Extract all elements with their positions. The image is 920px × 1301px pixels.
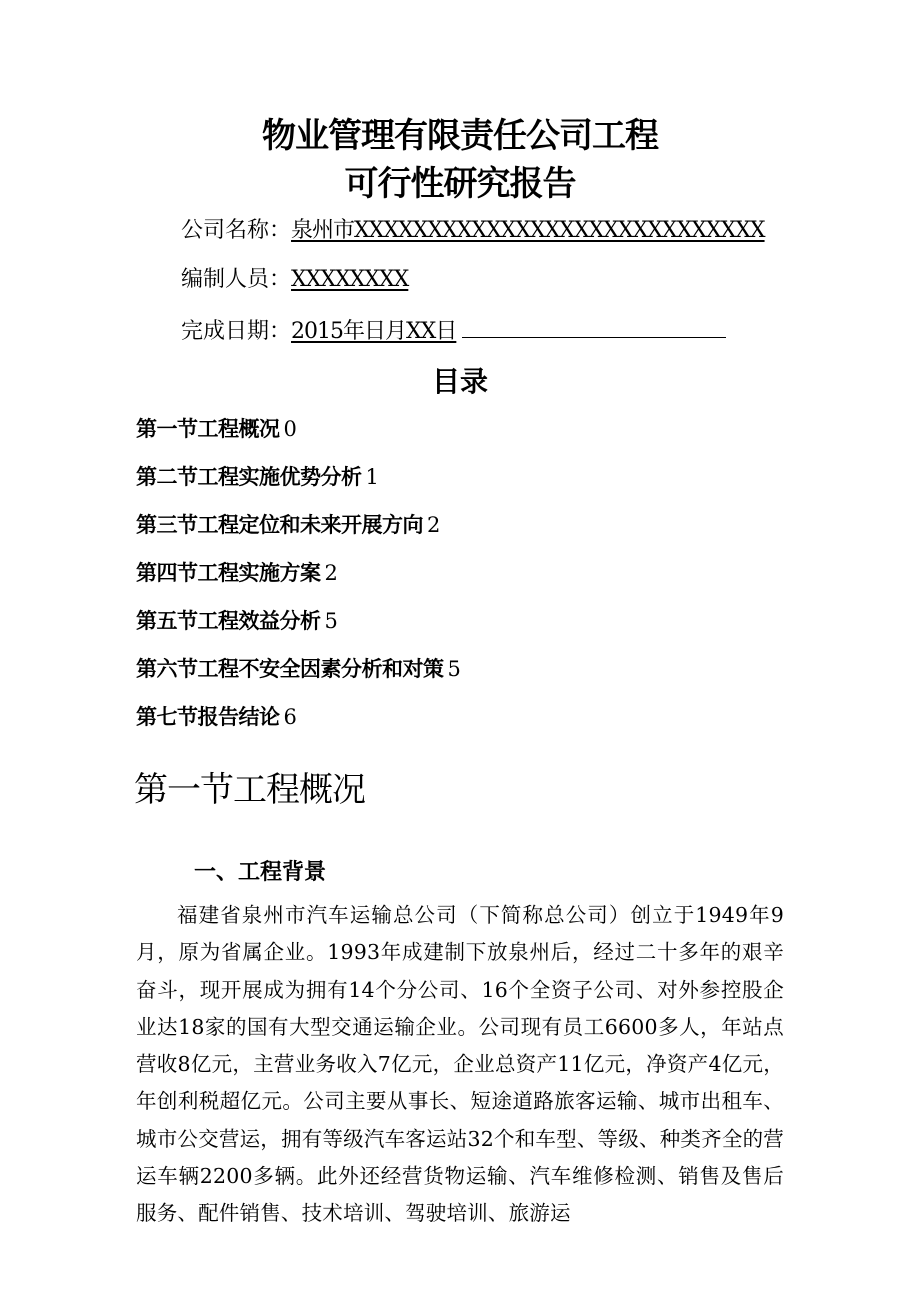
date-underline-blank (462, 315, 726, 338)
report-title-line-2: 可行性研究报告 (344, 164, 576, 204)
author-value: XXXXXXXX (291, 267, 409, 292)
toc-item[interactable] (136, 606, 460, 654)
completion-date-label: 完成日期： (181, 319, 292, 344)
toc-item-page: 5 (324, 609, 338, 633)
body-paragraph: 福建省泉州市汽车运输总公司（下简称总公司）创立于1949年9月，原为省属企业。1993年成建制下放泉州后，经过二十多年的艰辛奋斗，现开展成为拥有14个分公司、16个全资子公司、对外参控股企业达18家的国有大型交通运输企业。公司现有员工6600多人，年站点营收8亿元，主营业务收入7亿元，企业总资产11亿元，净资产4亿元，年创利税超亿元。公司主要从事长、短途道路旅客运输、城市出租车、城市公交营运，拥有等级汽车客运站32个和车型、等级、种类齐全的营运车辆2200多辆。此外还经营货物运输、汽车维修检测、销售及售后服务、配件销售、技术培训、驾驶培训、旅游运 (136, 903, 784, 1226)
toc-item-page: 2 (427, 513, 440, 537)
toc-item-label: 第五节工程效益分析 (136, 609, 321, 633)
section-heading: 第一节工程概况 (134, 770, 365, 810)
subsection-heading: 一、工程背景 (194, 860, 327, 885)
author-row (181, 265, 408, 295)
author-label: 编制人员： (181, 267, 292, 292)
toc-item-label: 第二节工程实施优势分析 (136, 465, 362, 489)
toc-item[interactable] (136, 702, 460, 750)
completion-date-value: 2015年日月XX日 (291, 319, 457, 344)
toc-item-label: 第一节工程概况 (136, 417, 280, 441)
company-name-label: 公司名称： (181, 218, 292, 243)
toc-item[interactable] (136, 414, 460, 462)
toc-item[interactable] (136, 558, 460, 606)
report-title-line-1: 物业管理有限责任公司工程 (262, 116, 658, 156)
toc-item-label: 第七节报告结论 (136, 705, 280, 729)
toc-item-label: 第三节工程定位和未来开展方向 (136, 513, 423, 537)
toc-item-page: 6 (283, 705, 297, 729)
company-name-value: 泉州市XXXXXXXXXXXXXXXXXXXXXXXXXXXX (291, 218, 765, 243)
toc-item-page: 2 (324, 561, 338, 585)
table-of-contents (136, 414, 460, 750)
toc-item-page: 0 (283, 417, 297, 441)
toc-item-page: 5 (447, 657, 461, 681)
toc-item-label: 第六节工程不安全因素分析和对策 (136, 657, 444, 681)
toc-item-page: 1 (365, 465, 379, 489)
company-name-row (181, 216, 765, 246)
toc-item-label: 第四节工程实施方案 (136, 561, 321, 585)
completion-date-row (181, 315, 726, 347)
toc-item[interactable] (136, 462, 460, 510)
toc-item[interactable] (136, 510, 460, 558)
toc-title: 目录 (431, 365, 488, 398)
toc-item[interactable] (136, 654, 460, 702)
